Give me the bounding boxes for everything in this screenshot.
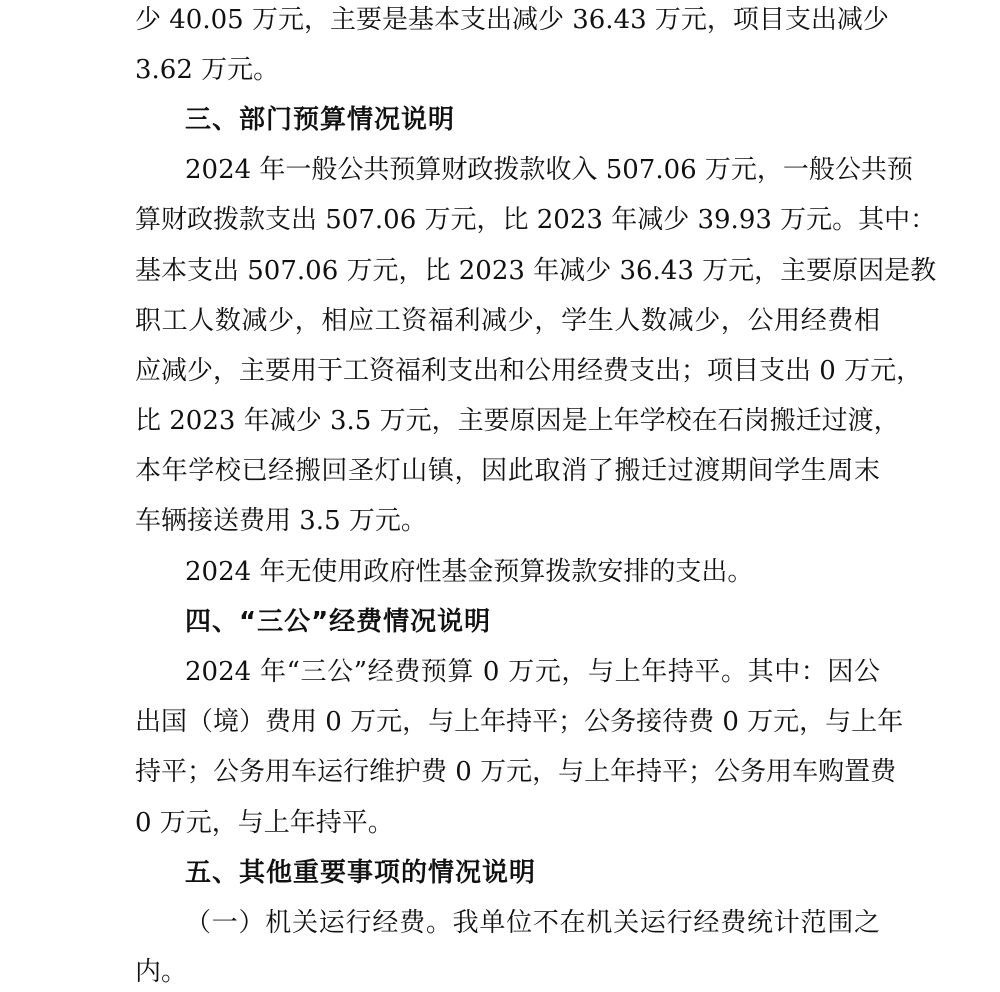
section-heading-other-matters: 五、其他重要事项的情况说明 — [185, 858, 537, 888]
paragraph-line: （一）机关运行经费。我单位不在机关运行经费统计范围之 — [185, 908, 880, 938]
paragraph-line: 比 2023 年减少 3.5 万元，主要原因是上年学校在石岗搬迁过渡， — [135, 406, 900, 436]
paragraph-line: 2024 年“三公”经费预算 0 万元，与上年持平。其中：因公 — [185, 657, 880, 687]
paragraph-line: 少 40.05 万元，主要是基本支出减少 36.43 万元，项目支出减少 — [135, 5, 889, 35]
paragraph-line: 基本支出 507.06 万元，比 2023 年减少 36.43 万元，主要原因是教 — [135, 256, 937, 286]
paragraph-line: 0 万元，与上年持平。 — [135, 808, 394, 838]
paragraph-line: 算财政拨款支出 507.06 万元，比 2023 年减少 39.93 万元。其中： — [135, 205, 937, 235]
section-heading-three-public: 四、“三公”经费情况说明 — [185, 607, 492, 637]
paragraph-line: 3.62 万元。 — [135, 55, 280, 85]
paragraph-line: 内。 — [135, 957, 188, 987]
paragraph-line: 本年学校已经搬回圣灯山镇，因此取消了搬迁过渡期间学生周末 — [135, 456, 880, 486]
paragraph-line: 2024 年一般公共预算财政拨款收入 507.06 万元，一般公共预 — [185, 155, 913, 185]
paragraph-line: 车辆接送费用 3.5 万元。 — [135, 506, 427, 536]
paragraph-line: 职工人数减少，相应工资福利减少，学生人数减少，公用经费相 — [135, 306, 880, 336]
paragraph-line: 持平；公务用车运行维护费 0 万元，与上年持平；公务用车购置费 — [135, 757, 897, 787]
paragraph-line: 2024 年无使用政府性基金预算拨款安排的支出。 — [185, 557, 754, 587]
paragraph-line: 应减少，主要用于工资福利支出和公用经费支出；项目支出 0 万元， — [135, 356, 923, 386]
section-heading-budget: 三、部门预算情况说明 — [185, 105, 456, 135]
paragraph-line: 出国（境）费用 0 万元，与上年持平；公务接待费 0 万元，与上年 — [135, 707, 904, 737]
